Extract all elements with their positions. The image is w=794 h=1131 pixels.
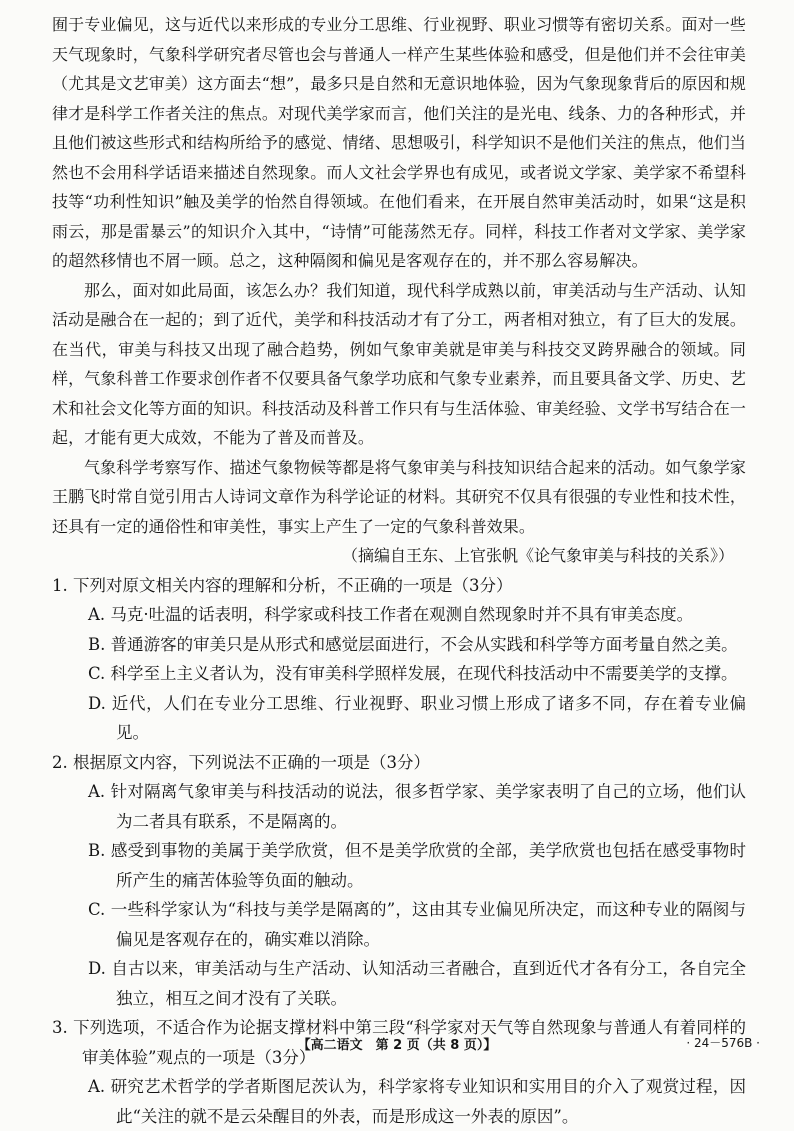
option-a: A. 马克·吐温的话表明，科学家或科技工作者在观测自然现象时并不具有审美态度。 (88, 605, 694, 624)
question-2 (52, 748, 746, 1014)
passage-source: （摘编自王东、上官张帆《论气象审美与科技的关系》） (341, 546, 734, 565)
passage-paragraph-3: 气象科学考察写作、描述气象物候等都是将气象审美与科技知识结合起来的活动。如气象学家王鹏飞时常自觉引用古人诗词文章作为科学论证的材料。其研究不仅具有很强的专业性和技术性，还具有一定的通俗性和审美性，事实上产生了一定的气象科普效果。 (52, 457, 746, 536)
option-a: A. 针对隔离气象审美与科技活动的说法，很多哲学家、美学家表明了自己的立场，他们认为二者具有联系，不是隔离的。 (88, 782, 746, 831)
option-d: D. 自古以来，审美活动与生产活动、认知活动三者融合，直到近代才各有分工，各自完全独立，相互之间才没有了关联。 (88, 959, 746, 1008)
question-stem: 2. 根据原文内容，下列说法不正确的一项是（3分） (52, 752, 430, 772)
page-number: 【高二语文 第 2 页（共 8 页）】 (297, 1038, 497, 1053)
passage-paragraph-1: 囿于专业偏见，这与近代以来形成的专业分工思维、行业视野、职业习惯等有密切关系。面对一些天气现象时，气象科学研究者尽管也会与普通人一样产生某些体验和感受，但是他们并不会往审美（尤其是文艺审美）这方面去“想”，最多只是自然和无意识地体验，因为气象现象背后的原因和规律才是科学工作者关注的焦点。对现代美学家而言，他们关注的是光电、线条、力的各种形式，并且他们被这些形式和结构所给予的感觉、情绪、思想吸引，科学知识不是他们关注的焦点，他们当然也不会用科学话语来描述自然现象。而人文社会学界也有成见，或者说文学家、美学家不希望科技等“功利性知识”触及美学的怡然自得领域。在他们看来，在开展自然审美活动时，如果“这是积雨云，那是雷暴云”的知识介入其中，“诗情”可能荡然无存。同样，科技工作者对文学家、美学家的超然移情也不屑一顾。总之，这种隔阂和偏见是客观存在的，并不那么容易解决。 (52, 15, 746, 270)
option-c: C. 科学至上主义者认为，没有审美科学照样发展，在现代科技活动中不需要美学的支撑。 (88, 664, 738, 683)
option-b: B. 感受到事物的美属于美学欣赏，但不是美学欣赏的全部，美学欣赏也包括在感受事物时所产生的痛苦体验等负面的触动。 (88, 841, 746, 890)
question-stem: 3. 下列选项，不适合作为论据支撑材料中第三段“科学家对天气等自然现象与普通人有着同样的审美体验”观点的一项是（3分） (52, 1018, 746, 1067)
option-c: C. 一些科学家认为“科技与美学是隔离的”，这由其专业偏见所决定，而这种专业的隔阂与偏见是客观存在的，确实难以消除。 (88, 900, 746, 949)
page-footer (0, 1034, 794, 1054)
question-3 (52, 1013, 746, 1131)
reading-passage (52, 10, 746, 571)
option-a: A. 研究艺术哲学的学者斯图尼茨认为，科学家将专业知识和实用目的介入了观赏过程，因此“关注的就不是云朵醒目的外表，而是形成这一外表的原因”。 (88, 1077, 746, 1126)
exam-code: · 24－576B · (686, 1036, 760, 1050)
option-b: B. 普通游客的审美只是从形式和感觉层面进行，不会从实践和科学等方面考量自然之美。 (88, 634, 738, 654)
question-stem: 1. 下列对原文相关内容的理解和分析，不正确的一项是（3分） (52, 575, 513, 595)
passage-paragraph-2: 那么，面对如此局面，该怎么办？我们知道，现代科学成熟以前，审美活动与生产活动、认知活动是融合在一起的；到了近代，美学和科技活动才有了分工，两者相对独立，有了巨大的发展。在当代，审美与科技又出现了融合趋势，例如气象审美就是审美与科技交叉跨界融合的领域。同样，气象科普工作要求创作者不仅要具备气象学功底和气象专业素养，而且要具备文学、历史、艺术和社会文化等方面的知识。科技活动及科普工作只有与生活体验、审美经验、文学书写结合在一起，才能有更大成效，不能为了普及而普及。 (52, 280, 746, 447)
option-d: D. 近代，人们在专业分工思维、行业视野、职业习惯上形成了诸多不同，存在着专业偏见。 (88, 693, 746, 742)
question-1 (52, 571, 746, 748)
